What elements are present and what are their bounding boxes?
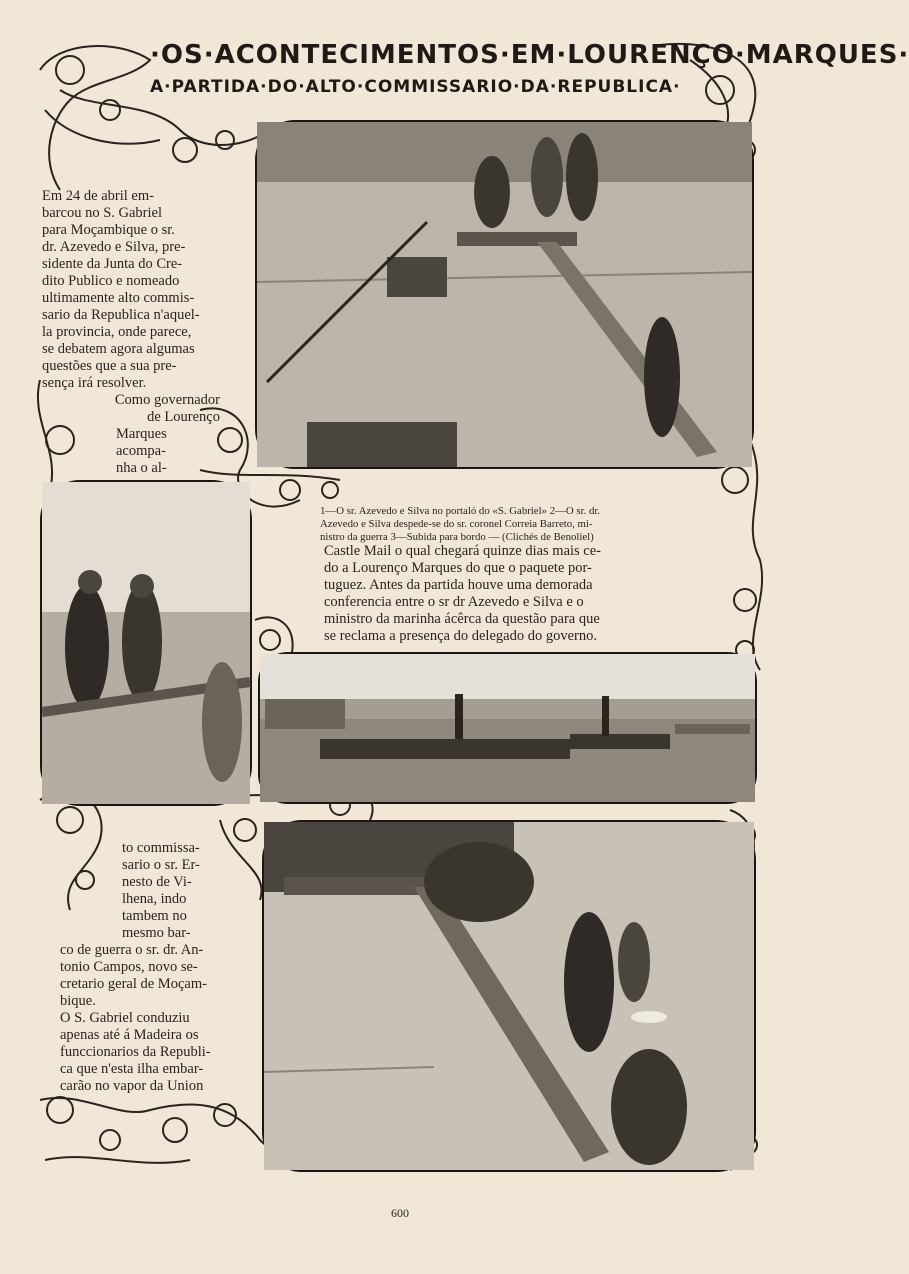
text-line: cretario geral de Moçam- xyxy=(60,976,207,992)
text-line: Em 24 de abril em- xyxy=(42,188,154,204)
text-line: O S. Gabriel conduziu xyxy=(60,1010,190,1026)
text-line: para Moçambique o sr. xyxy=(42,222,175,238)
caption-line: Azevedo e Silva despede-se do sr. coronel Correia Barreto, mi- xyxy=(320,518,593,530)
text-line: se reclama a presença do delegado do governo. xyxy=(324,628,597,644)
text-line: lhena, indo xyxy=(122,891,187,907)
text-line: sidente da Junta do Cre- xyxy=(42,256,183,272)
text-line: dr. Azevedo e Silva, pre- xyxy=(42,239,186,255)
photo-handshake xyxy=(40,480,252,806)
photo-boats-river xyxy=(258,652,757,804)
text-line: mesmo bar- xyxy=(122,925,191,941)
text-line: ministro da marinha ácêrca da questão para que xyxy=(324,611,600,627)
text-line: la provincia, onde parece, xyxy=(42,324,192,340)
text-line: funccionarios da Republi- xyxy=(60,1044,211,1060)
text-line: sario da Republica n'aquel- xyxy=(42,307,200,323)
text-line: nesto de Vi- xyxy=(122,874,192,890)
text-line: Castle Mail o qual chegará quinze dias mais ce- xyxy=(324,543,602,559)
photo-caption xyxy=(320,505,700,544)
article-bottom-text xyxy=(60,840,238,1095)
text-line: apenas até á Madeira os xyxy=(60,1027,199,1043)
photo-gangway-portalo xyxy=(255,120,754,469)
caption-line: nistro da guerra 3—Subida para bordo — (Clichés de Benoliel) xyxy=(320,531,594,543)
text-line: Como governador xyxy=(114,392,220,408)
text-line: tuguez. Antes da partida houve uma demorada xyxy=(324,577,593,593)
text-line: tambem no xyxy=(122,908,187,924)
article-middle-text xyxy=(324,543,704,645)
text-line: co de guerra o sr. dr. An- xyxy=(60,942,204,958)
text-line: sario o sr. Er- xyxy=(122,857,200,873)
text-line: nha o al- xyxy=(116,460,167,476)
photo-boarding-ladder xyxy=(262,820,756,1172)
headline-subtitle: A·PARTIDA·DO·ALTO·COMMISSARIO·DA·REPUBLICA· xyxy=(150,77,681,97)
article-governor-text xyxy=(80,392,220,477)
text-line: sença irá resolver. xyxy=(42,375,147,391)
text-line: Marques xyxy=(116,426,167,442)
page-number: 600 xyxy=(391,1206,409,1220)
caption-line: 1—O sr. Azevedo e Silva no portaló do «S. Gabriel» 2—O sr. dr. xyxy=(320,505,601,517)
text-line: to commissa- xyxy=(122,840,200,856)
article-headline xyxy=(150,40,909,98)
text-line: de Lourenço xyxy=(147,409,220,425)
text-line: se debatem agora algumas xyxy=(42,341,195,357)
text-line: questões que a sua pre- xyxy=(42,358,177,374)
text-line: ultimamente alto commis- xyxy=(42,290,195,306)
text-line: ca que n'esta ilha embar- xyxy=(60,1061,204,1077)
article-intro-text xyxy=(42,188,220,392)
text-line: acompa- xyxy=(116,443,166,459)
headline-title: ·OS·ACONTECIMENTOS·EM·LOURENÇO·MARQUES· xyxy=(150,40,909,70)
text-line: do a Lourenço Marques do que o paquete por- xyxy=(324,560,592,576)
text-line: tonio Campos, novo se- xyxy=(60,959,198,975)
text-line: conferencia entre o sr dr Azevedo e Silva e o xyxy=(324,594,584,610)
text-line: carão no vapor da Union xyxy=(60,1078,204,1094)
text-line: dito Publico e nomeado xyxy=(42,273,180,289)
text-line: barcou no S. Gabriel xyxy=(42,205,162,221)
text-line: bique. xyxy=(60,993,96,1009)
